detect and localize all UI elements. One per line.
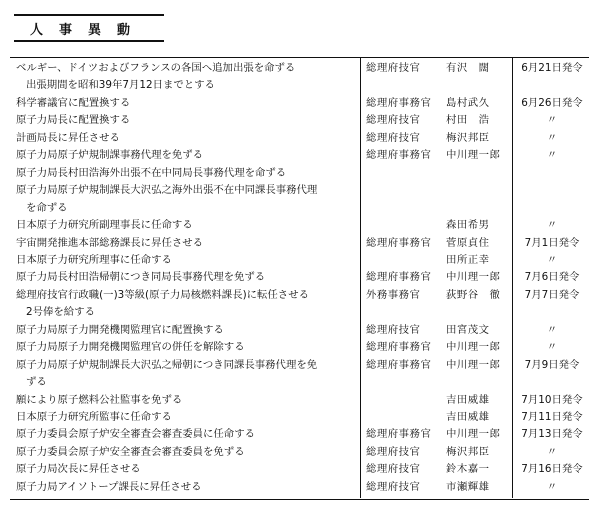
- row-person-name: 吉田威雄: [446, 411, 490, 423]
- row-person-name: 中川理一郎: [446, 149, 501, 162]
- row-person-name: 田所正幸: [446, 253, 490, 266]
- row-official-title: 総理府技官: [366, 114, 421, 127]
- table-row: [0, 147, 600, 164]
- row-official-title: 総理府技官: [366, 463, 421, 476]
- table-row: [0, 392, 600, 409]
- row-text: を命ずる: [26, 201, 68, 214]
- row-text: 原子力局アイソトープ課長に昇任させる: [16, 480, 202, 493]
- row-effective-date: 〃: [546, 341, 558, 354]
- row-effective-date: 6月21日発令: [521, 62, 583, 74]
- row-effective-date: 〃: [546, 480, 558, 493]
- row-person-name: 森田希男: [446, 219, 490, 232]
- table-row: [0, 269, 600, 286]
- row-text: ベルギー、ドイツおよびフランスの各国へ追加出張を命ずる: [16, 62, 296, 74]
- table-row: [0, 479, 600, 496]
- row-text: 日本原子力研究所副理事長に任命する: [16, 219, 193, 232]
- row-effective-date: 7月7日発令: [524, 288, 580, 301]
- table-row: [0, 322, 600, 339]
- row-official-title: 外務事務官: [366, 288, 421, 301]
- row-effective-date: 7月10日発令: [521, 393, 583, 406]
- table-row: [0, 130, 600, 147]
- row-person-name: 有沢 闊: [446, 62, 490, 74]
- row-effective-date: 〃: [546, 445, 558, 458]
- row-text: 日本原子力研究所理事に任命する: [16, 253, 172, 266]
- row-effective-date: 〃: [546, 131, 558, 144]
- row-person-name: 中川理一郎: [446, 271, 501, 284]
- row-official-title: 総理府事務官: [366, 96, 432, 109]
- table-row: [0, 165, 600, 182]
- table-row: [0, 374, 600, 391]
- table-row: [0, 357, 600, 374]
- row-official-title: 総理府事務官: [366, 236, 432, 249]
- table-row: [0, 409, 600, 426]
- row-text: 原子力局原子力開発機関監理官に配置換する: [16, 323, 224, 336]
- row-text: 原子力局長村田浩帰朝につき同局長事務代理を免ずる: [16, 271, 266, 284]
- row-text: 原子力委員会原子炉安全審査会審査委員を免ずる: [16, 445, 245, 458]
- table-row: [0, 461, 600, 478]
- table-row: [0, 235, 600, 252]
- row-effective-date: 〃: [546, 149, 558, 162]
- row-person-name: 鈴木嘉一: [446, 463, 490, 476]
- row-text: 2号俸を給する: [26, 306, 95, 319]
- row-person-name: 田宮茂文: [446, 323, 490, 336]
- table-row: [0, 77, 600, 94]
- row-effective-date: 7月6日発令: [524, 271, 580, 284]
- table-row: [0, 426, 600, 443]
- row-official-title: 総理府技官: [366, 480, 421, 493]
- row-official-title: 総理府事務官: [366, 358, 432, 371]
- row-text: 原子力局原子力開発機関監理官の併任を解除する: [16, 341, 245, 354]
- row-text: 出張期間を昭和39年7月12日までとする: [26, 79, 215, 92]
- row-official-title: 総理府事務官: [366, 428, 432, 441]
- row-text: 科学審議官に配置換する: [16, 96, 131, 109]
- row-text: 日本原子力研究所監事に任命する: [16, 411, 172, 423]
- row-person-name: 荻野谷 徹: [446, 288, 501, 301]
- row-effective-date: 〃: [546, 253, 558, 266]
- row-effective-date: 7月13日発令: [521, 428, 583, 441]
- table-row: [0, 252, 600, 269]
- table-row: [0, 200, 600, 217]
- table-row: [0, 304, 600, 321]
- row-official-title: 総理府技官: [366, 131, 421, 144]
- row-official-title: 総理府技官: [366, 62, 421, 74]
- row-effective-date: 7月1日発令: [524, 236, 580, 249]
- row-person-name: 梅沢邦臣: [446, 445, 490, 458]
- row-text: 宇宙開発推進本部総務課長に昇任させる: [16, 236, 204, 249]
- table-row: [0, 444, 600, 461]
- row-official-title: 総理府技官: [366, 323, 421, 336]
- row-text: ずる: [26, 376, 47, 389]
- table-row: [0, 95, 600, 112]
- row-person-name: 島村武久: [446, 96, 490, 109]
- row-person-name: 菅原貞住: [446, 236, 490, 249]
- row-person-name: 市瀬輝雄: [446, 480, 490, 493]
- table-row: [0, 287, 600, 304]
- row-person-name: 中川理一郎: [446, 341, 501, 354]
- row-text: 計画局長に昇任させる: [16, 131, 120, 144]
- row-text: 原子力局原子炉規制課事務代理を免ずる: [16, 149, 204, 162]
- row-person-name: 中川理一郎: [446, 358, 501, 371]
- row-text: 原子力局次長に昇任させる: [16, 463, 141, 476]
- row-official-title: 総理府事務官: [366, 341, 432, 354]
- table-row: [0, 60, 600, 77]
- row-text: 原子力局原子炉規制課長大沢弘之帰朝につき同課長事務代理を免: [16, 358, 318, 371]
- row-effective-date: 〃: [546, 114, 558, 127]
- row-effective-date: 〃: [546, 323, 558, 336]
- row-text: 原子力局原子炉規制課長大沢弘之海外出張不在中同課長事務代理: [16, 184, 318, 197]
- row-text: 原子力局長に配置換する: [16, 114, 131, 127]
- row-text: 原子力局長村田浩海外出張不在中同局長事務代理を命ずる: [16, 166, 287, 179]
- row-effective-date: 7月9日発令: [524, 358, 580, 371]
- row-text: 総理府技官行政職(一)3等級(原子力局核燃料課長)に転任させる: [16, 288, 309, 301]
- row-effective-date: 7月11日発令: [521, 411, 583, 423]
- row-text: 願により原子燃料公社監事を免ずる: [16, 393, 183, 406]
- row-text: 原子力委員会原子炉安全審査会審査委員に任命する: [16, 428, 255, 441]
- row-official-title: 総理府技官: [366, 445, 421, 458]
- page-title: 人事異動: [30, 23, 147, 38]
- row-official-title: 総理府事務官: [366, 149, 432, 162]
- table-row: [0, 339, 600, 356]
- row-person-name: 村田 浩: [446, 114, 490, 127]
- row-person-name: 吉田威雄: [446, 393, 490, 406]
- table-row: [0, 217, 600, 234]
- row-effective-date: 6月26日発令: [521, 96, 583, 109]
- table-row: [0, 112, 600, 129]
- row-person-name: 中川理一郎: [446, 428, 501, 441]
- row-effective-date: 〃: [546, 219, 558, 232]
- row-official-title: 総理府事務官: [366, 271, 432, 284]
- row-effective-date: 7月16日発令: [521, 463, 583, 476]
- table-row: [0, 182, 600, 199]
- row-person-name: 梅沢邦臣: [446, 131, 490, 144]
